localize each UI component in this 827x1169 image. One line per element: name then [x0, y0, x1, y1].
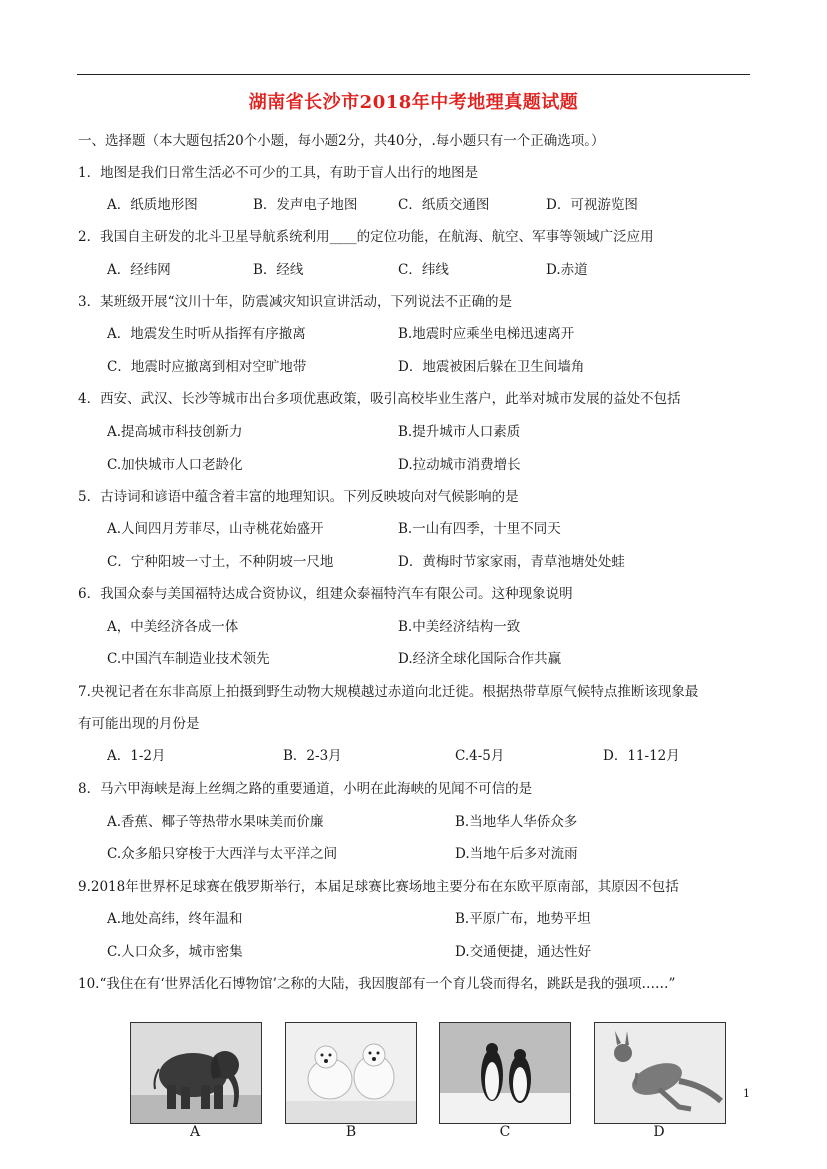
question-1-option-b: B．发声电子地图 [253, 197, 358, 213]
question-1-option-a: A．纸质地形图 [107, 197, 198, 213]
question-3-option-a: A．地震发生时听从指挥有序撤离 [107, 326, 306, 342]
question-6-stem: 6．我国众泰与美国福特达成合资协议，组建众泰福特汽车有限公司。这种现象说明 [78, 586, 573, 602]
question-4-option-a: A.提高城市科技创新力 [107, 424, 243, 440]
question-4-stem: 4．西安、武汉、长沙等城市出台多项优惠政策，吸引高校毕业生落户，此举对城市发展的益处不包括 [78, 391, 681, 407]
question-9-option-a: A.地处高纬，终年温和 [107, 911, 243, 927]
header-rule [77, 74, 750, 75]
question-1-stem: 1．地图是我们日常生活必不可少的工具，有助于盲人出行的地图是 [78, 165, 479, 181]
question-7-option-d: D．11-12月 [603, 748, 680, 764]
question-2-option-a: A．经纬网 [107, 262, 171, 278]
question-2-stem: 2．我国自主研发的北斗卫星导航系统利用____的定位功能，在航海、航空、军事等领域广泛应用 [78, 229, 654, 245]
page-number: 1 [743, 1087, 750, 1100]
elephant-image [130, 1022, 262, 1124]
question-1-option-c: C．纸质交通图 [398, 197, 490, 213]
question-8-option-d: D.当地午后多对流雨 [455, 846, 578, 862]
question-4-option-b: B.提升城市人口素质 [398, 424, 521, 440]
question-8-option-c: C.众多船只穿梭于大西洋与太平洋之间 [107, 846, 338, 862]
page-title: 湖南省长沙市2018年中考地理真题试题 [248, 92, 579, 113]
section-header: 一、选择题（本大题包括20个小题，每小题2分，共40分，.每小题只有一个正确选项。） [78, 133, 605, 149]
question-3-stem: 3．某班级开展“汶川十年，防震减灾知识宣讲活动，下列说法不正确的是 [78, 294, 512, 310]
question-8-option-a: A.香蕉、椰子等热带水果味美而价廉 [107, 814, 324, 830]
question-3-option-c: C．地震时应撤离到相对空旷地带 [107, 359, 307, 375]
question-5-option-b: B.一山有四季，十里不同天 [398, 521, 561, 537]
question-7-stem: 7.央视记者在东非高原上拍摄到野生动物大规模越过赤道向北迁徙。根据热带草原气候特点推断该现象最 [78, 684, 699, 700]
question-5-option-c: C．宁种阳坡一寸土，不种阴坡一尺地 [107, 554, 334, 570]
question-4-option-c: C.加快城市人口老龄化 [107, 457, 243, 473]
question-10-stem: 10.“我住在有‘世界活化石博物馆’之称的大陆，我因腹部有一个育儿袋而得名，跳跃是我的强项……” [78, 976, 676, 992]
question-6-option-b: B.中美经济结构一致 [398, 619, 521, 635]
question-4-option-d: D.拉动城市消费增长 [398, 457, 521, 473]
question-2-option-c: C．纬线 [398, 262, 449, 278]
question-8-option-b: B.当地华人华侨众多 [455, 814, 578, 830]
question-9-stem: 9.2018年世界杯足球赛在俄罗斯举行，本届足球赛比赛场地主要分布在东欧平原南部，其原因不包括 [78, 879, 679, 895]
question-3-option-b: B.地震时应乘坐电梯迅速离开 [398, 326, 575, 342]
question-6-option-d: D.经济全球化国际合作共赢 [398, 651, 562, 667]
question-5-option-d: D．黄梅时节家家雨，青草池塘处处蛙 [398, 554, 625, 570]
question-5-stem: 5．古诗词和谚语中蕴含着丰富的地理知识。下列反映坡向对气候影响的是 [78, 489, 519, 505]
question-9-option-b: B.平原广布，地势平坦 [455, 911, 591, 927]
kangaroo-image [594, 1022, 726, 1124]
question-9-option-d: D.交通便捷，通达性好 [455, 944, 592, 960]
question-3-option-d: D．地震被困后躲在卫生间墙角 [398, 359, 585, 375]
question-8-stem: 8．马六甲海峡是海上丝绸之路的重要通道，小明在此海峡的见闻不可信的是 [78, 781, 533, 797]
penguins-image [439, 1022, 571, 1124]
figure-caption-a: A [189, 1124, 201, 1140]
figure-caption-b: B [345, 1124, 357, 1140]
question-6-option-a: A，中美经济各成一体 [107, 619, 239, 635]
question-5-option-a: A.人间四月芳菲尽，山寺桃花始盛开 [107, 521, 324, 537]
question-7-option-c: C.4-5月 [455, 748, 505, 764]
polar-bears-image [285, 1022, 417, 1124]
question-7-option-b: B．2-3月 [283, 748, 342, 764]
figure-caption-d: D [653, 1124, 665, 1140]
question-9-option-c: C.人口众多，城市密集 [107, 944, 243, 960]
figure-caption-c: C [499, 1124, 511, 1140]
question-1-option-d: D．可视游览图 [546, 197, 638, 213]
question-2-option-b: B．经线 [253, 262, 304, 278]
question-7-stem-continued: 有可能出现的月份是 [78, 716, 200, 732]
question-2-option-d: D.赤道 [546, 262, 588, 278]
question-7-option-a: A．1-2月 [107, 748, 166, 764]
question-6-option-c: C.中国汽车制造业技术领先 [107, 651, 270, 667]
